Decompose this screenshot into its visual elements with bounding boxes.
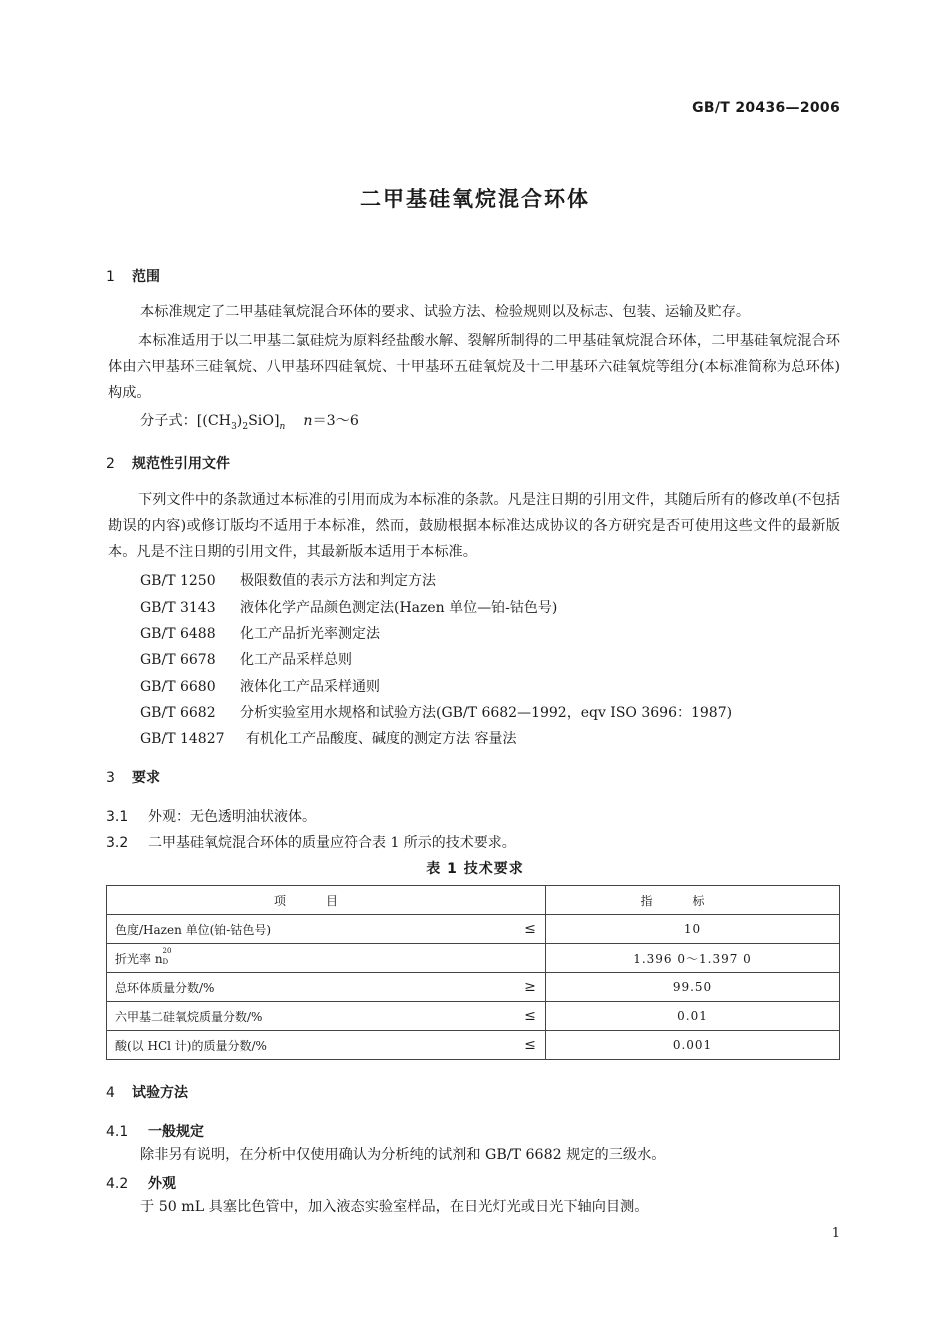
sec1-paragraph-1: 本标准规定了二甲基硅氧烷混合环体的要求、试验方法、检验规则以及标志、包装、运输及贮存。 — [140, 304, 751, 320]
reference-item — [140, 728, 516, 748]
table-row — [107, 1002, 840, 1031]
table-caption: 表 1 技术要求 — [426, 861, 524, 877]
section-number: 2 — [106, 456, 115, 472]
clause-number: 4.2 — [106, 1176, 129, 1192]
section-3-heading — [106, 767, 160, 787]
section-2-heading — [106, 453, 230, 473]
clause-3-1 — [106, 806, 316, 826]
formula-n: n — [303, 413, 313, 429]
operator-cell: ≤ — [515, 1002, 546, 1031]
reference-item — [140, 676, 380, 696]
value-cell: 0.001 — [546, 1031, 840, 1060]
reference-code: GB/T 14827 — [140, 731, 225, 747]
section-title: 范围 — [132, 269, 160, 285]
formula-sub-3: 3 — [231, 421, 237, 432]
section-number: 4 — [106, 1085, 115, 1101]
reference-name: 化工产品折光率测定法 — [240, 626, 380, 642]
clause-number: 3.1 — [106, 809, 129, 825]
section-title: 规范性引用文件 — [132, 456, 230, 472]
table-row — [107, 1031, 840, 1060]
molecular-formula — [140, 408, 359, 440]
value-cell: 1.396 0～1.397 0 — [546, 944, 840, 973]
table-row — [107, 944, 840, 973]
item-text: 折光率 n — [115, 951, 163, 966]
reference-item — [140, 597, 557, 617]
formula-n-sub: n — [279, 421, 286, 432]
document-title: 二甲基硅氧烷混合环体 — [360, 187, 590, 211]
formula-end: SiO] — [248, 413, 280, 429]
item-cell: 色度/Hazen 单位(铂-钴色号) — [107, 915, 516, 944]
operator-cell: ≤ — [515, 915, 546, 944]
standard-code: GB/T 20436—2006 — [692, 100, 840, 116]
table-row — [107, 973, 840, 1002]
reference-code: GB/T 1250 — [140, 573, 216, 589]
reference-name: 有机化工产品酸度、碱度的测定方法 容量法 — [246, 731, 517, 747]
reference-item — [140, 623, 380, 643]
item-cell — [107, 944, 516, 973]
operator-cell: ≥ — [515, 973, 546, 1002]
reference-item — [140, 702, 732, 722]
reference-item — [140, 570, 436, 590]
clause-4-2-text: 于 50 mL 具塞比色管中，加入液态实验室样品，在日光灯光或日光下轴向目测。 — [140, 1199, 649, 1215]
reference-code: GB/T 6678 — [140, 652, 216, 668]
operator-cell — [515, 944, 546, 973]
formula-label: 分子式：[(CH — [140, 413, 232, 429]
refractive-sub: D — [162, 958, 169, 966]
table-header-row — [107, 886, 840, 915]
section-4-heading — [106, 1082, 188, 1102]
reference-item — [140, 649, 352, 669]
clause-3-2 — [106, 832, 516, 852]
refractive-sup: 20 — [162, 947, 172, 955]
reference-name: 液体化学产品颜色测定法(Hazen 单位—铂-钴色号) — [240, 600, 558, 616]
item-cell: 总环体质量分数/% — [107, 973, 516, 1002]
formula-sub-2: 2 — [242, 421, 249, 432]
reference-code: GB/T 3143 — [140, 600, 216, 616]
table-row — [107, 915, 840, 944]
operator-cell: ≤ — [515, 1031, 546, 1060]
item-cell: 六甲基二硅氧烷质量分数/% — [107, 1002, 516, 1031]
column-header-value: 指标 — [546, 886, 840, 915]
clause-text: 外观：无色透明油状液体。 — [148, 809, 316, 825]
reference-name: 化工产品采样总则 — [240, 652, 352, 668]
reference-name: 极限数值的表示方法和判定方法 — [240, 573, 436, 589]
item-cell: 酸(以 HCl 计)的质量分数/% — [107, 1031, 516, 1060]
page-number: 1 — [831, 1226, 840, 1241]
clause-number: 4.1 — [106, 1124, 129, 1140]
reference-code: GB/T 6488 — [140, 626, 216, 642]
clause-number: 3.2 — [106, 835, 129, 851]
formula-mid: ) — [236, 413, 243, 429]
clause-text: 二甲基硅氧烷混合环体的质量应符合表 1 所示的技术要求。 — [148, 835, 516, 851]
section-number: 3 — [106, 770, 115, 786]
technical-requirements-table — [106, 885, 840, 1060]
section-1-heading — [106, 266, 160, 286]
reference-name: 分析实验室用水规格和试验方法(GB/T 6682—1992，eqv ISO 3696：1987) — [240, 705, 733, 721]
reference-code: GB/T 6680 — [140, 679, 216, 695]
value-cell: 10 — [546, 915, 840, 944]
formula-range: ＝3～6 — [312, 413, 359, 429]
sec1-paragraph-2: 本标准适用于以二甲基二氯硅烷为原料经盐酸水解、裂解所制得的二甲基硅氧烷混合环体，二甲基硅氧烷混合环体由六甲基环三硅氧烷、八甲基环四硅氧烷、十甲基环五硅氧烷及十二甲基环六硅氧烷等组分(本标准简称为总环体)构成。 — [108, 333, 840, 401]
section-title: 要求 — [132, 770, 160, 786]
clause-4-2-heading — [106, 1173, 176, 1193]
clause-title: 外观 — [148, 1176, 176, 1192]
clause-4-1-text: 除非另有说明，在分析中仅使用确认为分析纯的试剂和 GB/T 6682 规定的三级水。 — [140, 1147, 666, 1163]
clause-4-1-heading — [106, 1121, 204, 1141]
reference-name: 液体化工产品采样通则 — [240, 679, 380, 695]
column-header-item: 项目 — [107, 886, 546, 915]
value-cell: 99.50 — [546, 973, 840, 1002]
value-cell: 0.01 — [546, 1002, 840, 1031]
sec2-paragraph-1: 下列文件中的条款通过本标准的引用而成为本标准的条款。凡是注日期的引用文件，其随后所有的修改单(不包括勘误的内容)或修订版均不适用于本标准，然而，鼓励根据本标准达成协议的各方研究是否可使用这些文件的最新版本。凡是不注日期的引用文件，其最新版本适用于本标准。 — [108, 492, 840, 560]
clause-title: 一般规定 — [148, 1124, 204, 1140]
section-title: 试验方法 — [132, 1085, 188, 1101]
section-number: 1 — [106, 269, 115, 285]
reference-code: GB/T 6682 — [140, 705, 216, 721]
